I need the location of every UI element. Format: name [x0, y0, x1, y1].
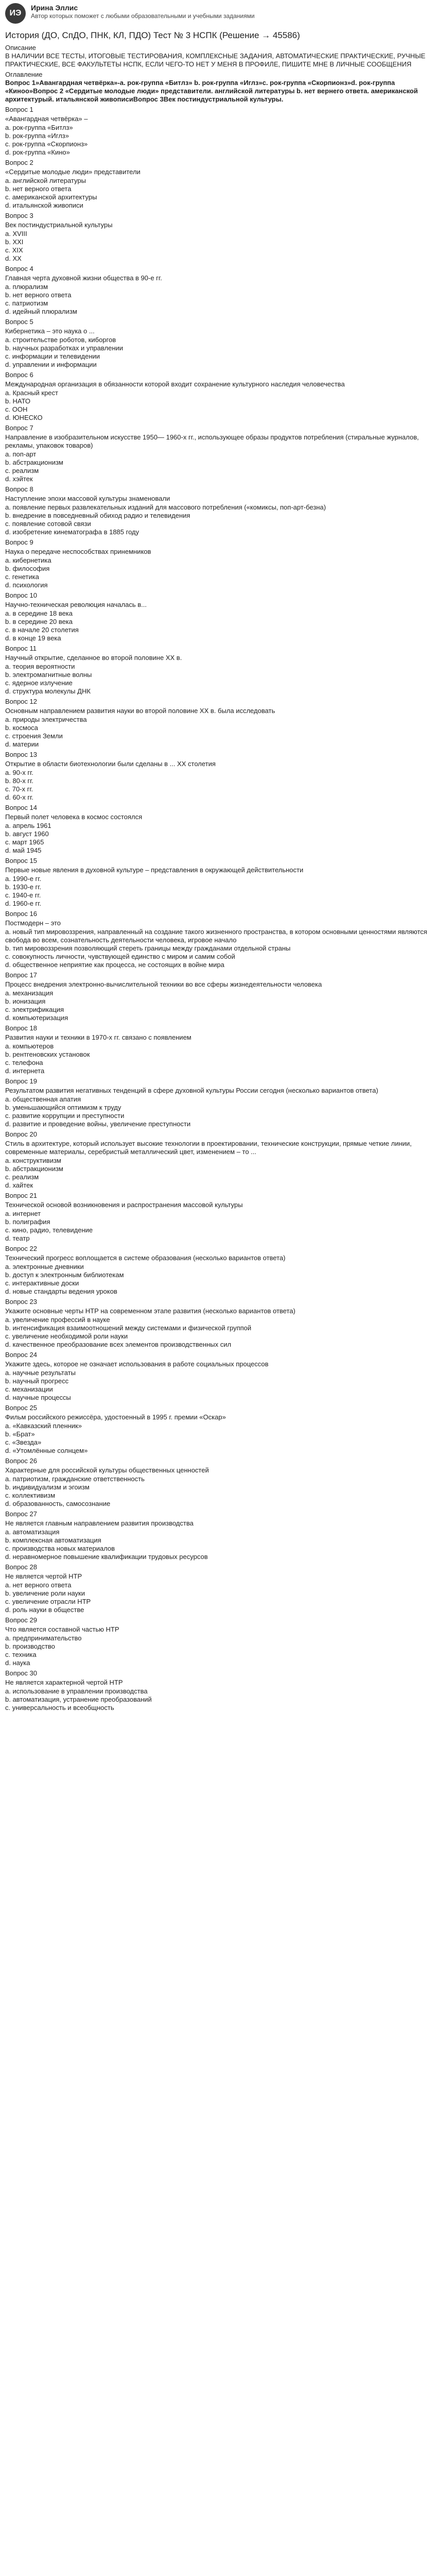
answer-option: b. абстракционизм [5, 1165, 63, 1173]
answer-option: d. рок-группа «Кино» [5, 148, 70, 156]
answer-option: b. индивидуализм и эгоизм [5, 1483, 90, 1491]
question-text: Кибернетика – это наука о ... [5, 327, 95, 335]
question-text: Не является главным направлением развития производства [5, 1519, 194, 1527]
answer-option: a. научные результаты [5, 1369, 76, 1377]
answer-option: c. совокупность личности, чувствующей единство с миром и самим собой [5, 953, 235, 960]
answer-option: d. неравномерное повышение квалификации трудовых ресурсов [5, 1553, 208, 1561]
question-item [5, 1669, 431, 1712]
answer-option: a. 1990-е гг. [5, 875, 42, 883]
answer-option: c. универсальность и всеобщность [5, 1704, 114, 1711]
question-item [5, 910, 431, 969]
description-label: Описание [5, 44, 36, 52]
answer-option: c. телефона [5, 1059, 43, 1066]
answer-option: c. реализм [5, 1173, 39, 1181]
question-item [5, 751, 431, 802]
question-text: Наступление эпохи массовой культуры знаменовали [5, 495, 170, 502]
question-number: Вопрос 16 [5, 910, 37, 918]
answer-option: c. в начале 20 столетия [5, 626, 79, 634]
question-text: Научный открытие, сделанное во второй половине XX в. [5, 654, 182, 662]
answer-option: d. развитие и проведение войны, увеличение преступности [5, 1120, 191, 1128]
question-item [5, 1616, 431, 1667]
answer-option: a. патриотизм, гражданские ответственность [5, 1475, 145, 1483]
question-number: Вопрос 20 [5, 1130, 37, 1138]
answer-option: c. ядерное излучение [5, 679, 73, 687]
answer-option: b. рок-группа «Иглз» [5, 132, 69, 140]
toc-label: Оглавление [5, 71, 43, 78]
answer-option: b. рентгеновских установок [5, 1050, 90, 1058]
answer-option: b. научных разработках и управлении [5, 344, 124, 352]
description-text: В НАЛИЧИИ ВСЕ ТЕСТЫ, ИТОГОВЫЕ ТЕСТИРОВАНИЯ, КОМПЛЕКСНЫЕ ЗАДАНИЯ, АВТОМАТИЧЕСКИЕ ПРАКТИЧЕСКИЕ, РУЧНЫЕ ПРАКТИЧЕСКИЕ, ВСЕ ФАКУЛЬТЕТЫ НСПК, ЕСЛИ ЧЕГО-ТО НЕТ У МЕНЯ В ПРОФИЛЕ, ПИШИТЕ МНЕ В ЛИЧНЫЕ СООБЩЕНИЯ [5, 52, 426, 68]
answer-option: a. электронные дневники [5, 1263, 84, 1270]
answer-option: c. механизации [5, 1385, 53, 1393]
answer-option: c. увеличение отрасли НТР [5, 1598, 91, 1605]
question-item [5, 698, 431, 749]
page-title: История (ДО, СпДО, ПНК, КЛ, ПДО) Тест № 3 НСПК (Решение → 45586) [5, 30, 300, 40]
question-text: Стиль в архитектуре, который использует высокие технологии в проектировании, технические конструкции, прямые четкие линии, современные материалы, серебристый металлический цвет, изменением – то ... [5, 1140, 412, 1156]
question-text: Развития науки и техники в 1970-х гг. связано с появлением [5, 1033, 191, 1041]
answer-option: c. информации и телевидении [5, 352, 100, 360]
question-number: Вопрос 8 [5, 485, 33, 493]
question-number: Вопрос 21 [5, 1192, 37, 1199]
answer-option: d. «Утомлённые солнцем» [5, 1447, 88, 1454]
answer-option: b. электромагнитные волны [5, 671, 92, 679]
question-number: Вопрос 1 [5, 106, 33, 113]
question-text: Направление в изобразительном искусстве 1950— 1960-х гг., использующее образы продуктов потребления (стиральные журналов, рекламы, упаковок товаров) [5, 433, 419, 449]
answer-option: b. НАТО [5, 397, 30, 405]
answer-option: a. плюрализм [5, 283, 48, 291]
answer-option: b. внедрение в повседневный обиход радио и телевидения [5, 512, 190, 519]
answer-option: c. рок-группа «Скорпионз» [5, 140, 88, 148]
question-item [5, 159, 431, 210]
answer-option: d. хайтек [5, 1181, 33, 1189]
answer-option: d. качественное преобразование всех элементов производственных сил [5, 1341, 232, 1348]
question-text: Главная черта духовной жизни общества в 90-е гг. [5, 274, 162, 282]
author-bio: Автор которых поможет с любыми образовательными и учебными заданиями [31, 12, 255, 20]
answer-option: c. март 1965 [5, 838, 44, 846]
answer-option: d. изобретение кинематографа в 1885 году [5, 528, 139, 536]
question-number: Вопрос 27 [5, 1510, 37, 1518]
answer-option: a. механизация [5, 989, 54, 997]
question-item [5, 1404, 431, 1455]
question-number: Вопрос 26 [5, 1457, 37, 1465]
answer-option: b. нет верного ответа [5, 185, 72, 193]
answer-option: c. кино, радио, телевидение [5, 1226, 93, 1234]
answer-option: b. XXI [5, 238, 24, 246]
question-text: Процесс внедрения электронно-вычислительной техники во все сферы жизнедеятельности человека [5, 980, 322, 988]
question-item [5, 538, 431, 589]
answer-option: d. ЮНЕСКО [5, 414, 43, 421]
question-item [5, 1457, 431, 1508]
question-text: Первый полет человека в космос состоялся [5, 813, 143, 821]
answer-option: d. общественное неприятие как процесса, не состоящих в войне мира [5, 961, 224, 969]
answer-option: b. в середине 20 века [5, 618, 73, 625]
answer-option: b. нет верного ответа [5, 291, 72, 299]
answer-option: a. Красный крест [5, 389, 58, 397]
question-text: Международная организация в обязанности которой входит сохранение культурного наследия человечества [5, 380, 345, 388]
question-number: Вопрос 25 [5, 1404, 37, 1412]
answer-option: a. использование в управлении производства [5, 1687, 148, 1695]
answer-option: d. образованность, самосознание [5, 1500, 111, 1507]
question-text: «Авангардная четвёрка» – [5, 115, 88, 123]
answer-option: d. управлении и информации [5, 361, 97, 368]
answer-option: d. идейный плюрализм [5, 308, 77, 315]
answer-option: b. философия [5, 565, 50, 572]
answer-option: d. май 1945 [5, 846, 42, 854]
answer-option: d. интернета [5, 1067, 45, 1075]
answer-option: d. 1960-е гг. [5, 900, 42, 907]
question-number: Вопрос 2 [5, 159, 33, 166]
toc-line: Вопрос 1»Авангардная четвёрка»-а. рок-группа «Битлз» b. рок-группа «Иглз»с. рок-группа «Скорпионз»d. рок-группа «Киноо»Вопрос 2 «Сердитые молодые люди» представители. английской литературы b. нет вернего ответа. американской архитектурый. итальянской живописиВопрос 3Век постиндустриальной культуры. [5, 79, 418, 103]
question-text: Результатом развития негативных тенденций в сфере духовной культуры России сегодня (несколько вариантов ответа) [5, 1087, 378, 1094]
question-number: Вопрос 24 [5, 1351, 37, 1359]
answer-option: d. психология [5, 581, 48, 589]
question-number: Вопрос 9 [5, 538, 33, 546]
answer-option: c. интерактивные доски [5, 1279, 79, 1287]
answer-option: c. американской архитектуры [5, 193, 97, 201]
question-item [5, 212, 431, 263]
toc-content [5, 79, 431, 104]
question-number: Вопрос 23 [5, 1298, 37, 1306]
answer-option: c. развитие коррупции и преступности [5, 1112, 125, 1120]
answer-option: b. автоматизация, устранение преобразований [5, 1696, 152, 1703]
answer-option: c. «Звезда» [5, 1438, 42, 1446]
answer-option: a. в середине 18 века [5, 609, 73, 617]
answer-option: b. полиграфия [5, 1218, 50, 1226]
answer-option: d. структура молекулы ДНК [5, 687, 91, 695]
answer-option: b. производство [5, 1642, 55, 1650]
answer-option: a. интернет [5, 1210, 41, 1217]
question-text: Укажите основные черты НТР на современном этапе развития (несколько вариантов ответа) [5, 1307, 295, 1315]
question-number: Вопрос 15 [5, 857, 37, 865]
question-number: Вопрос 13 [5, 751, 37, 758]
author-info [31, 3, 255, 20]
answer-option: b. тип мировоззрения позволяющий стереть границы между гражданами отдельной страны [5, 944, 291, 952]
question-text: Наука о передаче неспособствах принемников [5, 548, 151, 555]
answer-option: c. 1940-е гг. [5, 891, 41, 899]
question-item [5, 645, 431, 696]
question-item [5, 1351, 431, 1402]
question-text: Характерные для российской культуры общественных ценностей [5, 1466, 209, 1474]
question-number: Вопрос 10 [5, 591, 37, 599]
answer-option: b. интенсификация взаимоотношений между системами и физической группой [5, 1324, 252, 1332]
question-text: Фильм российского режиссёра, удостоенный в 1995 г. премии «Оскар» [5, 1413, 226, 1421]
answer-option: b. доступ к электронным библиотекам [5, 1271, 124, 1279]
answer-option: a. природы электричества [5, 716, 87, 723]
answer-option: a. кибернетика [5, 556, 51, 564]
answer-option: a. компьютеров [5, 1042, 54, 1050]
question-text: Век постиндустриальной культуры [5, 221, 113, 229]
answer-option: d. научные процессы [5, 1394, 71, 1401]
answer-option: b. август 1960 [5, 830, 49, 838]
answer-option: a. общественная апатия [5, 1095, 81, 1103]
question-item [5, 1245, 431, 1296]
answer-option: c. производства новых материалов [5, 1545, 115, 1552]
answer-option: a. увеличение профессий в науке [5, 1316, 110, 1324]
question-text: Не является характерной чертой НТР [5, 1679, 123, 1686]
question-item [5, 424, 431, 483]
answer-option: c. увеличение необходимой роли науки [5, 1332, 128, 1340]
question-item [5, 265, 431, 316]
question-number: Вопрос 4 [5, 265, 33, 273]
question-text: Не является чертой НТР [5, 1572, 82, 1580]
question-text: Что является составной частью НТР [5, 1625, 119, 1633]
answer-option: d. роль науки в обществе [5, 1606, 84, 1614]
question-text: Технической основой возникновения и распространения массовой культуры [5, 1201, 243, 1209]
question-item [5, 106, 431, 157]
question-text: «Сердитые молодые люди» представители [5, 168, 141, 176]
answer-option: d. в конце 19 века [5, 634, 61, 642]
answer-option: a. «Кавказский пленник» [5, 1422, 82, 1430]
answer-option: b. «Брат» [5, 1430, 35, 1438]
question-item [5, 371, 431, 422]
answer-option: b. уменьшающийся оптимизм к труду [5, 1104, 121, 1111]
question-item [5, 857, 431, 908]
question-number: Вопрос 3 [5, 212, 33, 219]
answer-option: c. ООН [5, 405, 28, 413]
answer-option: c. генетика [5, 573, 39, 581]
question-number: Вопрос 6 [5, 371, 33, 379]
question-number: Вопрос 18 [5, 1024, 37, 1032]
answer-option: b. космоса [5, 724, 38, 732]
question-item [5, 1024, 431, 1075]
answer-option: a. теория вероятности [5, 663, 75, 670]
answer-option: a. новый тип мировоззрения, направленный на создание такого жизненного пространства, в котором основными ценностями являются свобода во всем, сознательность деятельности человека, игровое начало [5, 928, 427, 944]
question-item [5, 1192, 431, 1243]
question-number: Вопрос 11 [5, 645, 37, 652]
answer-option: d. 60-х гг. [5, 793, 33, 801]
question-text: Основным направлением развития науки во второй половине XX в. была исследовать [5, 707, 275, 715]
answer-option: c. реализм [5, 467, 39, 474]
question-number: Вопрос 12 [5, 698, 37, 705]
answer-option: d. итальянской живописи [5, 201, 83, 209]
answer-option: c. коллективизм [5, 1492, 56, 1499]
answer-option: a. автоматизация [5, 1528, 60, 1536]
question-text: Укажите здесь, которое не означает использования в работе социальных процессов [5, 1360, 269, 1368]
answer-option: a. апрель 1961 [5, 822, 51, 829]
question-item [5, 318, 431, 369]
answer-option: a. 90-х гг. [5, 769, 33, 776]
avatar-initials: ИЭ [9, 9, 22, 18]
answer-option: b. ионизация [5, 997, 46, 1005]
answer-option: d. новые стандарты ведения уроков [5, 1287, 117, 1295]
question-item [5, 1563, 431, 1614]
answer-option: c. электрификация [5, 1006, 64, 1013]
answer-option: a. XVIII [5, 230, 27, 238]
question-number: Вопрос 5 [5, 318, 33, 326]
answer-option: b. абстракционизм [5, 459, 63, 466]
answer-option: c. патриотизм [5, 299, 48, 307]
question-number: Вопрос 14 [5, 804, 37, 811]
answer-option: c. строения Земли [5, 732, 63, 740]
answer-option: a. конструктивизм [5, 1157, 61, 1164]
answer-option: b. 1930-е гг. [5, 883, 42, 891]
answer-option: a. нет верного ответа [5, 1581, 72, 1589]
question-text: Первые новые явления в духовной культуре – представления в окружающей действительности [5, 866, 304, 874]
answer-option: c. XIX [5, 246, 23, 254]
answer-option: d. хэйтек [5, 475, 33, 483]
answer-option: d. театр [5, 1234, 30, 1242]
question-item [5, 1077, 431, 1128]
answer-option: c. появление сотовой связи [5, 520, 91, 528]
question-number: Вопрос 19 [5, 1077, 37, 1085]
answer-option: d. наука [5, 1659, 30, 1667]
answer-option: d. материи [5, 740, 39, 748]
question-item [5, 591, 431, 642]
answer-option: c. техника [5, 1651, 37, 1658]
question-number: Вопрос 7 [5, 424, 33, 432]
question-number: Вопрос 22 [5, 1245, 37, 1252]
answer-option: b. увеличение роли науки [5, 1589, 85, 1597]
question-number: Вопрос 29 [5, 1616, 37, 1624]
answer-option: a. английской литературы [5, 177, 86, 184]
question-item [5, 1298, 431, 1349]
answer-option: a. строительстве роботов, киборгов [5, 336, 116, 344]
question-number: Вопрос 28 [5, 1563, 37, 1571]
answer-option: d. компьютеризация [5, 1014, 68, 1022]
question-number: Вопрос 30 [5, 1669, 37, 1677]
answer-option: a. предпринимательство [5, 1634, 82, 1642]
answer-option: b. 80-х гг. [5, 777, 33, 785]
question-item [5, 971, 431, 1022]
author-block [5, 3, 431, 24]
question-text: Научно-техническая революция началась в... [5, 601, 147, 608]
question-text: Открытие в области биотехнологии были сделаны в ... XX столетия [5, 760, 216, 768]
answer-option: d. XX [5, 255, 22, 262]
answer-option: b. научный прогресс [5, 1377, 69, 1385]
question-text: Технический прогресс воплощается в системе образования (несколько вариантов ответа) [5, 1254, 286, 1262]
answer-option: a. появление первых развлекательных изданий для массового потребления («комиксы, поп-арт-безна) [5, 503, 326, 511]
answer-option: b. комплексная автоматизация [5, 1536, 101, 1544]
question-text: Постмодерн – это [5, 919, 61, 927]
question-list [5, 106, 431, 1712]
author-name[interactable]: Ирина Эллис [31, 4, 78, 12]
answer-option: c. 70-х гг. [5, 785, 33, 793]
answer-option: a. поп-арт [5, 450, 37, 458]
question-item [5, 485, 431, 536]
question-item [5, 804, 431, 855]
answer-option: a. рок-группа «Битлз» [5, 124, 73, 131]
question-item [5, 1130, 431, 1190]
question-item [5, 1510, 431, 1561]
question-number: Вопрос 17 [5, 971, 37, 979]
avatar[interactable] [5, 3, 26, 24]
